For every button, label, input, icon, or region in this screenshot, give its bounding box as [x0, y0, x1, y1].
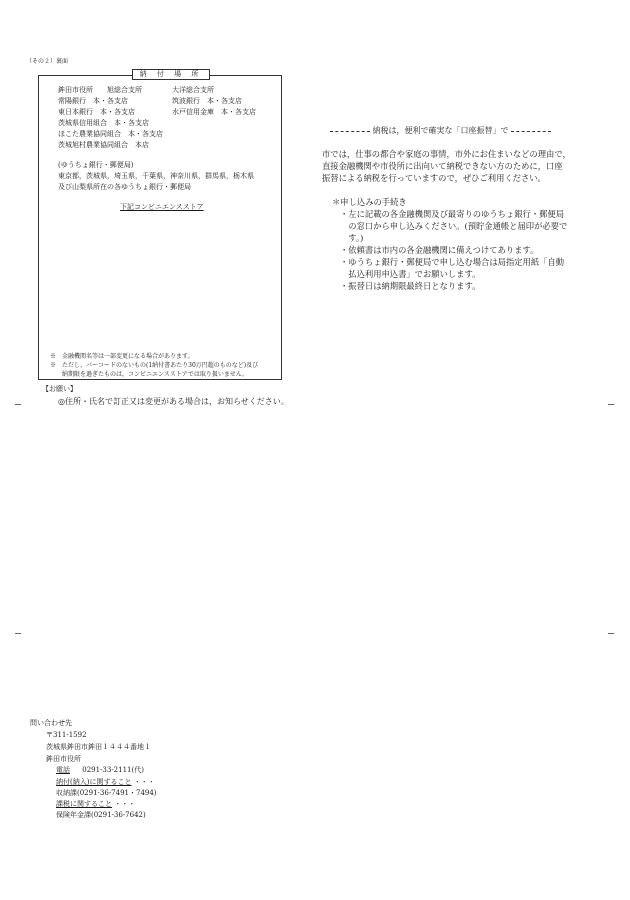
- phone-number[interactable]: 0291-33-2111(代): [82, 766, 144, 774]
- tax-contact-row: [56, 800, 135, 809]
- yucho-prefectures: 東京都，茨城県，埼玉県，千葉県，神奈川県，群馬県，栃木県: [58, 172, 254, 180]
- payment-dept: 収納課(0291-36-7491・7494): [56, 789, 157, 797]
- request-text: ◎住所・氏名で訂正又は変更がある場合は，お知らせください。: [58, 397, 289, 406]
- bank-row: ほこた農業協同組合 本・各支店: [58, 130, 163, 138]
- convenience-store-link[interactable]: 下記コンビニエンスストア: [120, 203, 204, 211]
- furikae-intro-2: 直接金融機関や市役所に出向いて納税できない方のために，口座: [322, 161, 563, 171]
- payment-contact-row: [56, 778, 155, 787]
- tax-dots: ・・・: [114, 800, 136, 808]
- contact-address: 茨城県鉾田市鉾田１４４４番地１: [46, 743, 151, 751]
- note-2: ※ ただし、バーコードのないもの(1納付書あたり30万円超のものなど)及び: [50, 362, 259, 369]
- yucho-heading: (ゆうちょ銀行・郵便局): [58, 161, 134, 169]
- procedure-item: 払込利用申込書」でお願いします。: [340, 269, 481, 279]
- furikae-headline: 納税は，便利で確実な「口座振替」で: [372, 126, 509, 135]
- contact-postal: 〒311-1592: [46, 731, 87, 739]
- procedure-item: ・依頼書は市内の各金融機関に備えつけてあります。: [340, 245, 539, 255]
- bank-row: 東日本銀行 本・各支店 水戸信用金庫 本・各支店: [58, 108, 256, 116]
- procedure-item: ・ゆうちょ銀行・郵便局で申し込む場合は局指定用紙「自動: [340, 257, 565, 267]
- contact-heading: 問い合わせ先: [30, 719, 72, 727]
- procedure-heading: ＊申し込みの手続き: [332, 197, 407, 207]
- furikae-headline-row: [330, 125, 551, 136]
- note-1: ※ 金融機関名等は一部変更になる場合があります。: [50, 353, 194, 360]
- bank-row: 茨城旭村農業協同組合 本店: [58, 141, 149, 149]
- bank-row: 常陽銀行 本・各支店 筑波銀行 本・各支店: [58, 97, 242, 105]
- page-label: （その２）裏面: [26, 58, 69, 65]
- request-heading: 【お願い】: [42, 385, 77, 393]
- bank-row: 鉾田市役所 旭総合支所 大洋総合支所: [58, 86, 214, 94]
- payment-places-title: 納 付 場 所: [132, 69, 210, 80]
- payment-dots: ・・・: [133, 778, 155, 786]
- bank-row: 茨城県信用組合 本・各支店: [58, 119, 149, 127]
- crop-mark: [15, 633, 21, 634]
- procedure-item: の窓口から申し込みください。(預貯金通帳と届印が必要で: [340, 221, 568, 231]
- tax-heading: 課税に関すること: [56, 800, 112, 808]
- procedure-item: ・左に記載の各金融機関及び最寄りのゆうちょ銀行・郵便局: [340, 209, 565, 219]
- yucho-prefectures-cont: 及び山梨県所在の各ゆうちょ銀行・郵便局: [58, 183, 191, 191]
- crop-mark: [608, 633, 614, 634]
- furikae-intro-1: 市では，仕事の都合や家庭の事情，市外にお住まいなどの理由で，: [322, 149, 571, 159]
- tax-dept: 保険年金課(0291-36-7642): [56, 811, 146, 819]
- crop-mark: [608, 404, 614, 405]
- procedure-item: す。): [340, 233, 364, 243]
- note-3: 納期限を過ぎたものは，コンビニエンスストアでは取り扱いません。: [50, 371, 249, 378]
- dash-decoration: [330, 131, 370, 132]
- payment-heading: 納付(納入)に関すること: [56, 778, 132, 786]
- phone-label: 電話: [56, 766, 70, 774]
- contact-phone-row: [56, 766, 144, 775]
- procedure-item: ・振替日は納期限最終日となります。: [340, 281, 481, 291]
- dash-decoration: [511, 131, 551, 132]
- furikae-intro-3: 振替による納税を行っていますので，ぜひご利用ください。: [322, 173, 546, 183]
- contact-office: 鉾田市役所: [46, 755, 81, 763]
- bank-list: [58, 86, 278, 152]
- crop-mark: [15, 404, 21, 405]
